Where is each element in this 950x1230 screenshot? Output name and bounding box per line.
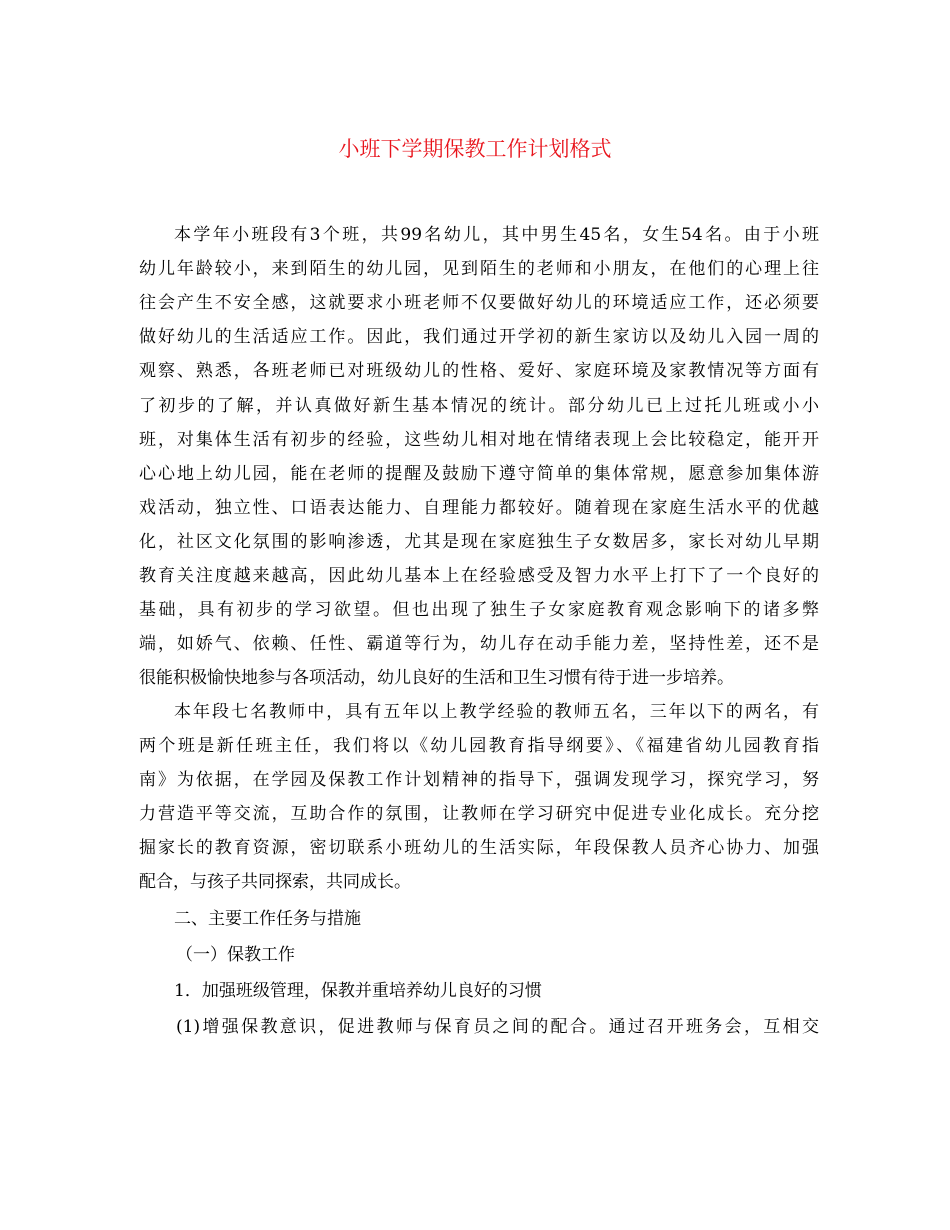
paragraph-line: 幼儿年龄较小，来到陌生的幼儿园，见到陌生的老师和小朋友，在他们的心理上往 — [139, 259, 819, 279]
paragraph-line: 两个班是新任班主任，我们将以《幼儿园教育指导纲要》、《福建省幼儿园教育指 — [139, 736, 819, 756]
paragraph-line: 了初步的了解，并认真做好新生基本情况的统计。部分幼儿已上过托儿班或小小 — [139, 396, 819, 416]
paragraph-line: 配合，与孩子共同探索，共同成长。 — [139, 872, 411, 892]
paragraph-line: 力营造平等交流，互助合作的氛围，让教师在学习研究中促进专业化成长。充分挖 — [139, 804, 819, 824]
paragraph-line: 很能积极愉快地参与各项活动，幼儿良好的生活和卫生习惯有待于进一步培养。 — [139, 668, 734, 688]
paragraph-line: 掘家长的教育资源，密切联系小班幼儿的生活实际，年段保教人员齐心协力、加强 — [139, 838, 819, 858]
paragraph-line: 本学年小班段有3个班，共99名幼儿，其中男生45名，女生54名。由于小班 — [174, 225, 819, 245]
paragraph-line: (1)增强保教意识，促进教师与保育员之间的配合。通过召开班务会，互相交 — [176, 1017, 819, 1037]
paragraph-line: 本年段七名教师中，具有五年以上教学经验的教师五名，三年以下的两名，有 — [174, 702, 819, 722]
paragraph-line: 往会产生不安全感，这就要求小班老师不仅要做好幼儿的环境适应工作，还必须要 — [139, 293, 819, 313]
paragraph-line: 班，对集体生活有初步的经验，这些幼儿相对地在情绪表现上会比较稳定，能开开 — [139, 430, 819, 450]
paragraph-line: 南》为依据，在学园及保教工作计划精神的指导下，强调发现学习，探究学习，努 — [139, 770, 819, 790]
paragraph-line: 基础，具有初步的学习欲望。但也出现了独生子女家庭教育观念影响下的诸多弊 — [139, 600, 819, 620]
document-title: 小班下学期保教工作计划格式 — [338, 137, 612, 161]
paragraph-line: 教育关注度越来越高，因此幼儿基本上在经验感受及智力水平上打下了一个良好的 — [139, 566, 819, 586]
paragraph-line: 端，如娇气、依赖、任性、霸道等行为，幼儿存在动手能力差，坚持性差，还不是 — [139, 634, 819, 654]
paragraph-line: 心心地上幼儿园，能在老师的提醒及鼓励下遵守简单的集体常规，愿意参加集体游 — [139, 464, 819, 484]
paragraph-line: 做好幼儿的生活适应工作。因此，我们通过开学初的新生家访以及幼儿入园一周的 — [139, 327, 819, 347]
section-heading: 二、主要工作任务与措施 — [174, 909, 361, 929]
subsection-heading: （一）保教工作 — [176, 945, 295, 965]
paragraph-line: 观察、熟悉，各班老师已对班级幼儿的性格、爱好、家庭环境及家教情况等方面有 — [139, 361, 819, 381]
item-heading: 1．加强班级管理，保教并重培养幼儿良好的习惯 — [174, 981, 542, 1001]
paragraph-line: 化，社区文化氛围的影响渗透，尤其是现在家庭独生子女数居多，家长对幼儿早期 — [139, 532, 819, 552]
paragraph-line: 戏活动，独立性、口语表达能力、自理能力都较好。随着现在家庭生活水平的优越 — [139, 498, 819, 518]
